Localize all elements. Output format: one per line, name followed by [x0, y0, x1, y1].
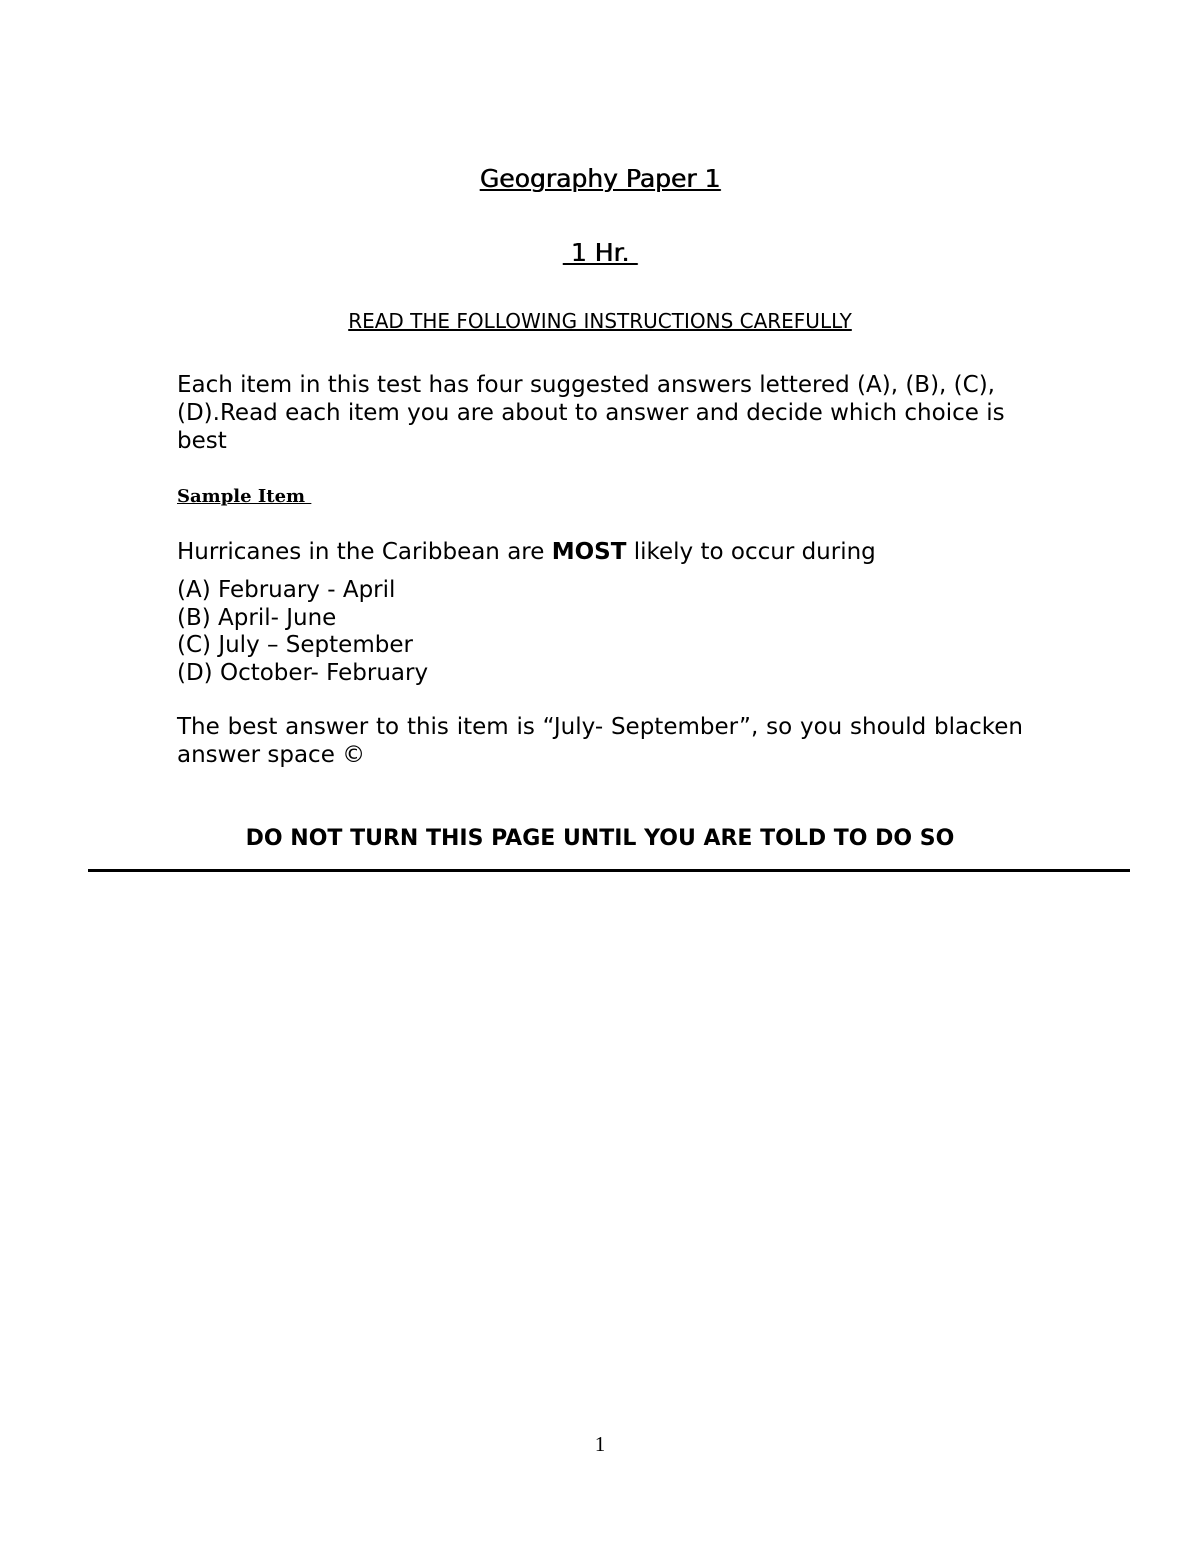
instructions-heading: READ THE FOLLOWING INSTRUCTIONS CAREFULLY [348, 309, 852, 333]
paper-title: Geography Paper 1 [479, 164, 721, 193]
sample-question [177, 538, 1023, 566]
answer-explanation: The best answer to this item is “July- September”, so you should blacken answer space © [177, 714, 1023, 768]
option-a: (A) February - April [177, 577, 396, 603]
instructions-text: Each item in this test has four suggested answers lettered (A), (B), (C), (D).Read each item you are about to answer and decide which choice is best [177, 372, 1005, 454]
horizontal-rule [88, 869, 1130, 872]
page-number: 1 [594, 1432, 606, 1456]
question-emphasis: MOST [551, 539, 627, 565]
sample-item-label: Sample Item [177, 486, 312, 507]
answer-options [177, 577, 428, 687]
option-c: (C) July – September [177, 632, 413, 658]
option-b: (B) April- June [177, 604, 337, 631]
question-text-after: likely to occur during [626, 539, 876, 565]
option-d: (D) October- February [177, 659, 429, 686]
question-text-before: Hurricanes in the Caribbean are [177, 539, 552, 565]
paper-duration: 1 Hr. [562, 238, 638, 267]
warning-text: DO NOT TURN THIS PAGE UNTIL YOU ARE TOLD TO DO SO [245, 826, 955, 851]
